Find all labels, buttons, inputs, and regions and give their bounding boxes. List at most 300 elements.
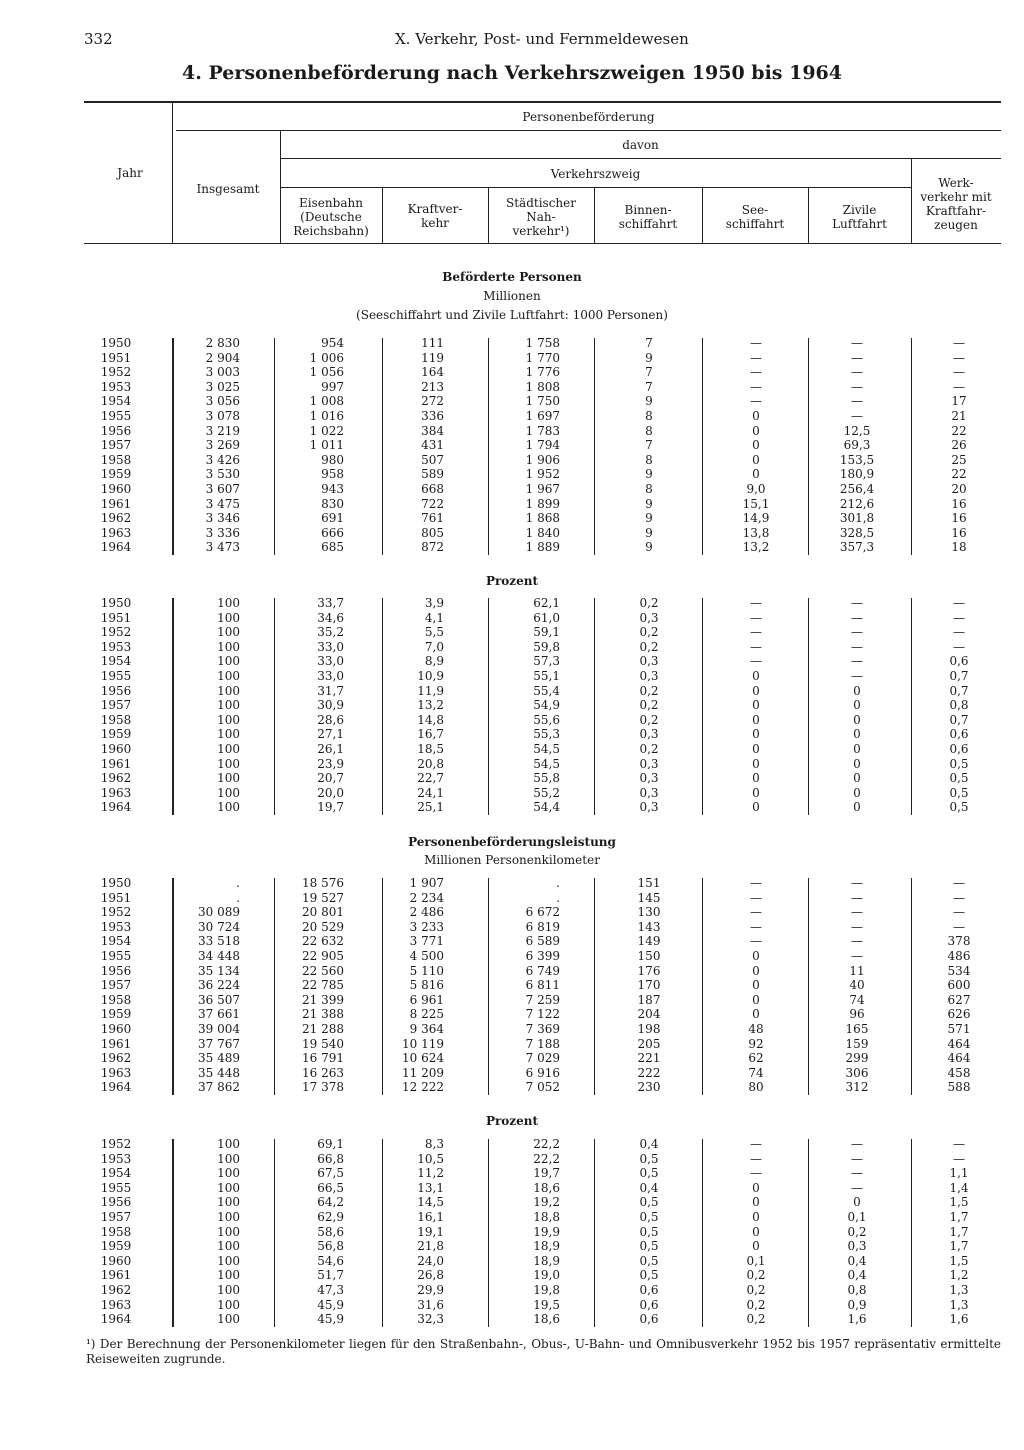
cell-seeschiffahrt: — bbox=[750, 596, 762, 610]
cell-seeschiffahrt: 0 bbox=[752, 467, 760, 482]
cell-staedtischer-nahverkehr: 59,8 bbox=[533, 639, 560, 654]
cell-seeschiffahrt: 15,1 bbox=[742, 496, 770, 511]
cell-seeschiffahrt: — bbox=[750, 890, 762, 905]
column-rule bbox=[808, 1139, 809, 1327]
header-eisenbahn bbox=[280, 196, 382, 238]
cell-werkverkehr: 22 bbox=[951, 467, 967, 482]
cell-kraftverkehr: 32,3 bbox=[417, 1312, 444, 1327]
cell-seeschiffahrt: 0 bbox=[752, 771, 760, 786]
cell-staedtischer-nahverkehr: 54,4 bbox=[533, 800, 560, 815]
cell-zivile-luftfahrt: 11 bbox=[849, 963, 865, 978]
column-rule bbox=[702, 1139, 703, 1327]
cell-seeschiffahrt: 0 bbox=[752, 669, 760, 683]
cell-zivile-luftfahrt: 301,8 bbox=[839, 511, 875, 526]
cell-kraftverkehr: 14,5 bbox=[417, 1195, 444, 1210]
column-rule bbox=[172, 598, 174, 815]
cell-zivile-luftfahrt: — bbox=[851, 890, 863, 905]
cell-year: 1964 bbox=[100, 800, 132, 815]
cell-werkverkehr: — bbox=[953, 876, 965, 890]
cell-year: 1956 bbox=[100, 963, 132, 978]
column-rule bbox=[172, 878, 174, 1095]
cell-year: 1952 bbox=[100, 365, 132, 380]
cell-staedtischer-nahverkehr: 55,4 bbox=[533, 683, 560, 698]
table-row bbox=[0, 727, 1024, 742]
cell-binnenschiffahrt: 0,2 bbox=[639, 625, 659, 640]
cell-eisenbahn: 830 bbox=[321, 496, 344, 511]
cell-eisenbahn: 1 008 bbox=[309, 394, 344, 409]
table-row bbox=[0, 713, 1024, 728]
cell-kraftverkehr: 20,8 bbox=[417, 756, 444, 771]
cell-staedtischer-nahverkehr: 54,5 bbox=[533, 756, 560, 771]
cell-zivile-luftfahrt: 153,5 bbox=[839, 452, 875, 467]
cell-eisenbahn: 16 791 bbox=[302, 1051, 344, 1066]
cell-zivile-luftfahrt: 0 bbox=[853, 785, 861, 800]
table-row bbox=[0, 380, 1024, 395]
table-row bbox=[0, 1312, 1024, 1327]
table-row bbox=[0, 920, 1024, 935]
cell-werkverkehr: 0,5 bbox=[949, 771, 969, 786]
cell-year: 1963 bbox=[100, 785, 132, 800]
cell-zivile-luftfahrt: 0 bbox=[853, 727, 861, 742]
cell-staedtischer-nahverkehr: 1 758 bbox=[525, 336, 560, 350]
cell-insgesamt: 100 bbox=[217, 1239, 240, 1254]
cell-zivile-luftfahrt: — bbox=[851, 1151, 863, 1166]
cell-insgesamt: 100 bbox=[217, 596, 240, 610]
cell-binnenschiffahrt: 198 bbox=[637, 1022, 661, 1036]
cell-eisenbahn: 66,5 bbox=[317, 1180, 344, 1195]
cell-seeschiffahrt: 92 bbox=[748, 1036, 764, 1051]
cell-eisenbahn: 22 632 bbox=[302, 934, 344, 949]
cell-eisenbahn: 22 560 bbox=[302, 963, 344, 978]
cell-binnenschiffahrt: 8 bbox=[645, 452, 653, 467]
cell-zivile-luftfahrt: 0 bbox=[853, 712, 861, 727]
cell-kraftverkehr: 12 222 bbox=[402, 1080, 444, 1095]
cell-eisenbahn: 19 527 bbox=[302, 890, 344, 905]
cell-year: 1960 bbox=[100, 1022, 132, 1036]
cell-year: 1955 bbox=[100, 409, 132, 423]
cell-insgesamt: 3 530 bbox=[205, 467, 240, 482]
cell-year: 1961 bbox=[100, 1268, 132, 1283]
cell-kraftverkehr: 384 bbox=[421, 423, 444, 438]
cell-year: 1959 bbox=[100, 1007, 132, 1022]
cell-seeschiffahrt: 14,9 bbox=[742, 511, 770, 526]
cell-zivile-luftfahrt: — bbox=[851, 610, 863, 625]
cell-binnenschiffahrt: 149 bbox=[637, 934, 661, 949]
cell-eisenbahn: 958 bbox=[321, 467, 344, 482]
cell-zivile-luftfahrt: 0 bbox=[853, 800, 861, 815]
section-4-title: Prozent bbox=[485, 1114, 539, 1128]
cell-eisenbahn: 67,5 bbox=[317, 1166, 344, 1181]
cell-year: 1962 bbox=[100, 1051, 132, 1066]
section-3-title: Personenbeförderungsleistung bbox=[408, 835, 616, 849]
cell-werkverkehr: 1,4 bbox=[949, 1180, 969, 1195]
cell-year: 1956 bbox=[100, 1195, 132, 1210]
header-top-rule bbox=[84, 101, 1001, 103]
cell-werkverkehr: — bbox=[953, 919, 965, 934]
cell-seeschiffahrt: — bbox=[750, 610, 762, 625]
cell-staedtischer-nahverkehr: 55,3 bbox=[533, 727, 560, 742]
cell-kraftverkehr: 4 500 bbox=[409, 949, 444, 963]
cell-eisenbahn: 1 022 bbox=[309, 423, 344, 438]
table-row bbox=[0, 1210, 1024, 1225]
cell-zivile-luftfahrt: 212,6 bbox=[839, 496, 875, 511]
cell-insgesamt: 100 bbox=[217, 669, 240, 683]
cell-staedtischer-nahverkehr: 6 916 bbox=[525, 1065, 560, 1080]
cell-eisenbahn: 22 905 bbox=[302, 949, 344, 963]
column-rule bbox=[594, 878, 595, 1095]
cell-eisenbahn: 20 529 bbox=[302, 919, 344, 934]
cell-year: 1958 bbox=[100, 992, 132, 1007]
table-row bbox=[0, 1254, 1024, 1269]
cell-seeschiffahrt: 13,8 bbox=[742, 525, 770, 540]
cell-seeschiffahrt: 0 bbox=[752, 683, 760, 698]
table-row bbox=[0, 876, 1024, 891]
cell-zivile-luftfahrt: — bbox=[851, 350, 863, 365]
cell-binnenschiffahrt: 0,2 bbox=[639, 639, 659, 654]
cell-werkverkehr: 16 bbox=[951, 525, 967, 540]
cell-year: 1964 bbox=[100, 540, 132, 555]
cell-zivile-luftfahrt: 312 bbox=[845, 1080, 869, 1095]
cell-eisenbahn: 69,1 bbox=[317, 1137, 344, 1151]
header-insgesamt: Insgesamt bbox=[196, 182, 260, 196]
cell-kraftverkehr: 24,1 bbox=[417, 785, 444, 800]
table-row bbox=[0, 453, 1024, 468]
cell-staedtischer-nahverkehr: 1 697 bbox=[525, 409, 560, 423]
cell-staedtischer-nahverkehr: 19,5 bbox=[533, 1297, 560, 1312]
cell-insgesamt: 3 473 bbox=[205, 540, 240, 555]
cell-werkverkehr: — bbox=[953, 890, 965, 905]
cell-zivile-luftfahrt: — bbox=[851, 919, 863, 934]
cell-eisenbahn: 1 056 bbox=[309, 365, 344, 380]
cell-year: 1953 bbox=[100, 919, 132, 934]
cell-seeschiffahrt: 80 bbox=[748, 1080, 764, 1095]
cell-staedtischer-nahverkehr: 18,9 bbox=[533, 1239, 560, 1254]
cell-werkverkehr: — bbox=[953, 625, 965, 640]
cell-staedtischer-nahverkehr: 19,9 bbox=[533, 1224, 560, 1239]
cell-year: 1953 bbox=[100, 1151, 132, 1166]
cell-zivile-luftfahrt: — bbox=[851, 336, 863, 350]
cell-eisenbahn: 33,0 bbox=[317, 639, 344, 654]
cell-eisenbahn: 1 006 bbox=[309, 350, 344, 365]
cell-seeschiffahrt: 0 bbox=[752, 1239, 760, 1254]
table-row bbox=[0, 1022, 1024, 1037]
cell-werkverkehr: 0,6 bbox=[949, 727, 969, 742]
cell-eisenbahn: 23,9 bbox=[317, 756, 344, 771]
cell-insgesamt: 100 bbox=[217, 1137, 240, 1151]
cell-year: 1951 bbox=[100, 350, 132, 365]
cell-werkverkehr: 464 bbox=[947, 1036, 971, 1051]
cell-year: 1962 bbox=[100, 511, 132, 526]
cell-werkverkehr: 0,7 bbox=[949, 669, 969, 683]
cell-year: 1960 bbox=[100, 482, 132, 496]
cell-insgesamt: 100 bbox=[217, 1224, 240, 1239]
cell-insgesamt: 3 078 bbox=[205, 409, 240, 423]
cell-zivile-luftfahrt: 0,4 bbox=[847, 1268, 867, 1283]
cell-kraftverkehr: 5 816 bbox=[409, 978, 444, 993]
cell-seeschiffahrt: — bbox=[750, 919, 762, 934]
cell-binnenschiffahrt: 7 bbox=[645, 336, 653, 350]
table-row bbox=[0, 1066, 1024, 1081]
column-rule bbox=[702, 338, 703, 555]
cell-zivile-luftfahrt: 1,6 bbox=[847, 1312, 867, 1327]
table-row bbox=[0, 934, 1024, 949]
cell-kraftverkehr: 10,9 bbox=[417, 669, 444, 683]
cell-werkverkehr: 0,6 bbox=[949, 742, 969, 756]
cell-insgesamt: 3 336 bbox=[205, 525, 240, 540]
cell-binnenschiffahrt: 0,5 bbox=[639, 1268, 659, 1283]
cell-year: 1957 bbox=[100, 1210, 132, 1224]
cell-kraftverkehr: 872 bbox=[421, 540, 444, 555]
cell-insgesamt: 100 bbox=[217, 1253, 240, 1268]
cell-werkverkehr: 458 bbox=[947, 1065, 971, 1080]
cell-staedtischer-nahverkehr: 18,8 bbox=[533, 1210, 560, 1224]
cell-staedtischer-nahverkehr: 1 776 bbox=[525, 365, 560, 380]
column-rule bbox=[172, 1139, 174, 1327]
cell-binnenschiffahrt: 151 bbox=[637, 876, 661, 890]
cell-binnenschiffahrt: 176 bbox=[637, 963, 661, 978]
cell-insgesamt: 100 bbox=[217, 625, 240, 640]
cell-binnenschiffahrt: 9 bbox=[645, 496, 653, 511]
cell-staedtischer-nahverkehr: 1 783 bbox=[525, 423, 560, 438]
cell-binnenschiffahrt: 187 bbox=[637, 992, 661, 1007]
cell-kraftverkehr: 11,9 bbox=[417, 683, 444, 698]
column-rule bbox=[911, 598, 912, 815]
cell-kraftverkehr: 3 771 bbox=[409, 934, 444, 949]
cell-werkverkehr: 17 bbox=[951, 394, 967, 409]
cell-zivile-luftfahrt: 180,9 bbox=[839, 467, 875, 482]
cell-year: 1951 bbox=[100, 610, 132, 625]
cell-seeschiffahrt: 13,2 bbox=[742, 540, 770, 555]
cell-zivile-luftfahrt: — bbox=[851, 639, 863, 654]
table-row bbox=[0, 786, 1024, 801]
cell-kraftverkehr: 16,7 bbox=[417, 727, 444, 742]
column-rule bbox=[382, 1139, 383, 1327]
cell-zivile-luftfahrt: 0 bbox=[853, 756, 861, 771]
cell-seeschiffahrt: 0,2 bbox=[746, 1283, 766, 1297]
cell-seeschiffahrt: — bbox=[750, 639, 762, 654]
cell-staedtischer-nahverkehr: 1 952 bbox=[525, 467, 560, 482]
cell-staedtischer-nahverkehr: 18,6 bbox=[533, 1312, 560, 1327]
cell-zivile-luftfahrt: — bbox=[851, 905, 863, 920]
cell-seeschiffahrt: 0 bbox=[752, 1007, 760, 1022]
column-rule bbox=[702, 598, 703, 815]
cell-kraftverkehr: 431 bbox=[421, 438, 444, 453]
cell-binnenschiffahrt: 0,4 bbox=[639, 1180, 659, 1195]
header-vrule-jahr bbox=[172, 103, 173, 243]
cell-seeschiffahrt: 62 bbox=[748, 1051, 764, 1066]
table-row bbox=[0, 1007, 1024, 1022]
cell-werkverkehr: — bbox=[953, 379, 965, 394]
column-rule bbox=[488, 878, 489, 1095]
cell-eisenbahn: 58,6 bbox=[317, 1224, 344, 1239]
cell-eisenbahn: 62,9 bbox=[317, 1210, 344, 1224]
cell-binnenschiffahrt: 8 bbox=[645, 409, 653, 423]
cell-kraftverkehr: 14,8 bbox=[417, 712, 444, 727]
cell-insgesamt: 3 269 bbox=[205, 438, 240, 453]
column-rule bbox=[911, 338, 912, 555]
cell-year: 1957 bbox=[100, 978, 132, 993]
cell-binnenschiffahrt: 0,5 bbox=[639, 1195, 659, 1210]
header-binnen-l1: Binnen- bbox=[624, 203, 672, 217]
cell-zivile-luftfahrt: 165 bbox=[845, 1022, 869, 1036]
column-rule bbox=[911, 1139, 912, 1327]
cell-staedtischer-nahverkehr: 1 967 bbox=[525, 482, 560, 496]
cell-binnenschiffahrt: 221 bbox=[637, 1051, 661, 1066]
section-1-unit: Millionen bbox=[483, 289, 541, 303]
cell-eisenbahn: 20,0 bbox=[317, 785, 344, 800]
cell-year: 1950 bbox=[100, 876, 132, 890]
cell-eisenbahn: 35,2 bbox=[317, 625, 344, 640]
cell-year: 1960 bbox=[100, 742, 132, 756]
cell-werkverkehr: 571 bbox=[947, 1022, 971, 1036]
table-row bbox=[0, 1181, 1024, 1196]
column-rule bbox=[382, 878, 383, 1095]
cell-werkverkehr: 1,7 bbox=[949, 1239, 969, 1254]
header-staedtisch bbox=[488, 196, 594, 238]
cell-kraftverkehr: 5,5 bbox=[424, 625, 444, 640]
footnote: ¹) Der Berechnung der Personenkilometer liegen für den Straßenbahn-, Obus-, U-Bahn- und Omnibusverkehr 1952 bis 1957 repräsentativ ermittelte Reiseweiten zugrunde. bbox=[86, 1337, 1001, 1366]
table-row bbox=[0, 511, 1024, 526]
cell-eisenbahn: 22 785 bbox=[302, 978, 344, 993]
cell-werkverkehr: — bbox=[953, 350, 965, 365]
cell-seeschiffahrt: — bbox=[750, 350, 762, 365]
table-row bbox=[0, 1239, 1024, 1254]
cell-seeschiffahrt: 0 bbox=[752, 756, 760, 771]
cell-insgesamt: 100 bbox=[217, 683, 240, 698]
cell-insgesamt: 3 003 bbox=[205, 365, 240, 380]
cell-kraftverkehr: 722 bbox=[421, 496, 444, 511]
cell-zivile-luftfahrt: — bbox=[851, 596, 863, 610]
cell-year: 1954 bbox=[100, 394, 132, 409]
cell-seeschiffahrt: — bbox=[750, 934, 762, 949]
cell-werkverkehr: 26 bbox=[951, 438, 967, 453]
cell-staedtischer-nahverkehr: 62,1 bbox=[533, 596, 560, 610]
column-rule bbox=[172, 338, 174, 555]
cell-werkverkehr: 25 bbox=[951, 452, 967, 467]
cell-staedtischer-nahverkehr: 54,5 bbox=[533, 742, 560, 756]
cell-eisenbahn: 51,7 bbox=[317, 1268, 344, 1283]
table-row bbox=[0, 669, 1024, 684]
table-title: 4. Personenbeförderung nach Verkehrszweigen 1950 bis 1964 bbox=[182, 62, 842, 84]
section-3-unit: Millionen Personenkilometer bbox=[424, 853, 600, 867]
table-row bbox=[0, 993, 1024, 1008]
cell-staedtischer-nahverkehr: 55,1 bbox=[533, 669, 560, 683]
cell-zivile-luftfahrt: 0 bbox=[853, 683, 861, 698]
table-row bbox=[0, 482, 1024, 497]
header-werk-l3: Kraftfahr- bbox=[925, 204, 987, 218]
cell-insgesamt: 100 bbox=[217, 1312, 240, 1327]
cell-eisenbahn: 997 bbox=[321, 379, 344, 394]
table-row bbox=[0, 351, 1024, 366]
cell-eisenbahn: 19,7 bbox=[317, 800, 344, 815]
cell-binnenschiffahrt: 0,5 bbox=[639, 1166, 659, 1181]
cell-staedtischer-nahverkehr: 6 672 bbox=[525, 905, 560, 920]
cell-zivile-luftfahrt: — bbox=[851, 1180, 863, 1195]
cell-kraftverkehr: 22,7 bbox=[417, 771, 444, 786]
cell-insgesamt: 3 025 bbox=[205, 379, 240, 394]
table-row bbox=[0, 771, 1024, 786]
cell-binnenschiffahrt: 9 bbox=[645, 511, 653, 526]
cell-binnenschiffahrt: 0,3 bbox=[639, 727, 659, 742]
cell-seeschiffahrt: 48 bbox=[748, 1022, 764, 1036]
cell-zivile-luftfahrt: 0,8 bbox=[847, 1283, 867, 1297]
header-kraftverkehr-l1: Kraftver- bbox=[407, 202, 463, 216]
cell-eisenbahn: 30,9 bbox=[317, 698, 344, 713]
header-luft-l2: Luftfahrt bbox=[832, 217, 887, 231]
cell-binnenschiffahrt: 205 bbox=[637, 1036, 661, 1051]
header-jahr: Jahr bbox=[117, 166, 143, 180]
cell-zivile-luftfahrt: 0,9 bbox=[847, 1297, 867, 1312]
cell-kraftverkehr: 805 bbox=[421, 525, 444, 540]
cell-insgesamt: 100 bbox=[217, 1283, 240, 1297]
header-eisenbahn-l2: (Deutsche bbox=[300, 210, 362, 224]
header-rule-1 bbox=[176, 130, 1001, 131]
cell-insgesamt: 37 661 bbox=[198, 1007, 240, 1022]
cell-binnenschiffahrt: 0,6 bbox=[639, 1297, 659, 1312]
cell-werkverkehr: 0,7 bbox=[949, 712, 969, 727]
cell-werkverkehr: 20 bbox=[951, 482, 967, 496]
cell-werkverkehr: 16 bbox=[951, 496, 967, 511]
cell-eisenbahn: 34,6 bbox=[317, 610, 344, 625]
table-row bbox=[0, 1283, 1024, 1298]
header-see bbox=[702, 203, 808, 231]
cell-binnenschiffahrt: 0,2 bbox=[639, 698, 659, 713]
table-row bbox=[0, 1152, 1024, 1167]
cell-insgesamt: 37 862 bbox=[198, 1080, 240, 1095]
column-rule bbox=[382, 338, 383, 555]
cell-kraftverkehr: 7,0 bbox=[424, 639, 444, 654]
table-row bbox=[0, 409, 1024, 424]
section-1-title: Beförderte Personen bbox=[442, 270, 582, 284]
table-row bbox=[0, 526, 1024, 541]
cell-werkverkehr: 1,7 bbox=[949, 1210, 969, 1224]
cell-zivile-luftfahrt: 0,2 bbox=[847, 1224, 867, 1239]
cell-year: 1957 bbox=[100, 438, 132, 453]
table-row bbox=[0, 497, 1024, 512]
table-row bbox=[0, 905, 1024, 920]
cell-werkverkehr: 1,1 bbox=[949, 1166, 969, 1181]
cell-binnenschiffahrt: 0,5 bbox=[639, 1239, 659, 1254]
cell-zivile-luftfahrt: — bbox=[851, 409, 863, 423]
cell-kraftverkehr: 26,8 bbox=[417, 1268, 444, 1283]
cell-seeschiffahrt: — bbox=[750, 625, 762, 640]
cell-year: 1963 bbox=[100, 1065, 132, 1080]
cell-insgesamt: 100 bbox=[217, 1180, 240, 1195]
cell-insgesamt: 3 056 bbox=[205, 394, 240, 409]
cell-insgesamt: 33 518 bbox=[198, 934, 240, 949]
cell-insgesamt: 100 bbox=[217, 654, 240, 669]
cell-seeschiffahrt: 0 bbox=[752, 1195, 760, 1210]
cell-seeschiffahrt: 0 bbox=[752, 409, 760, 423]
cell-staedtischer-nahverkehr: 1 906 bbox=[525, 452, 560, 467]
cell-zivile-luftfahrt: 96 bbox=[849, 1007, 865, 1022]
cell-seeschiffahrt: 0 bbox=[752, 438, 760, 453]
cell-insgesamt: 100 bbox=[217, 1268, 240, 1283]
cell-kraftverkehr: 119 bbox=[421, 350, 444, 365]
cell-binnenschiffahrt: 0,2 bbox=[639, 683, 659, 698]
cell-binnenschiffahrt: 0,5 bbox=[639, 1253, 659, 1268]
cell-insgesamt: 39 004 bbox=[198, 1022, 240, 1036]
cell-insgesamt: 100 bbox=[217, 639, 240, 654]
cell-seeschiffahrt: — bbox=[750, 1137, 762, 1151]
cell-year: 1959 bbox=[100, 727, 132, 742]
cell-year: 1961 bbox=[100, 756, 132, 771]
table-row bbox=[0, 640, 1024, 655]
cell-werkverkehr: — bbox=[953, 1137, 965, 1151]
cell-insgesamt: 30 089 bbox=[198, 905, 240, 920]
table-row bbox=[0, 1037, 1024, 1052]
table-row bbox=[0, 394, 1024, 409]
